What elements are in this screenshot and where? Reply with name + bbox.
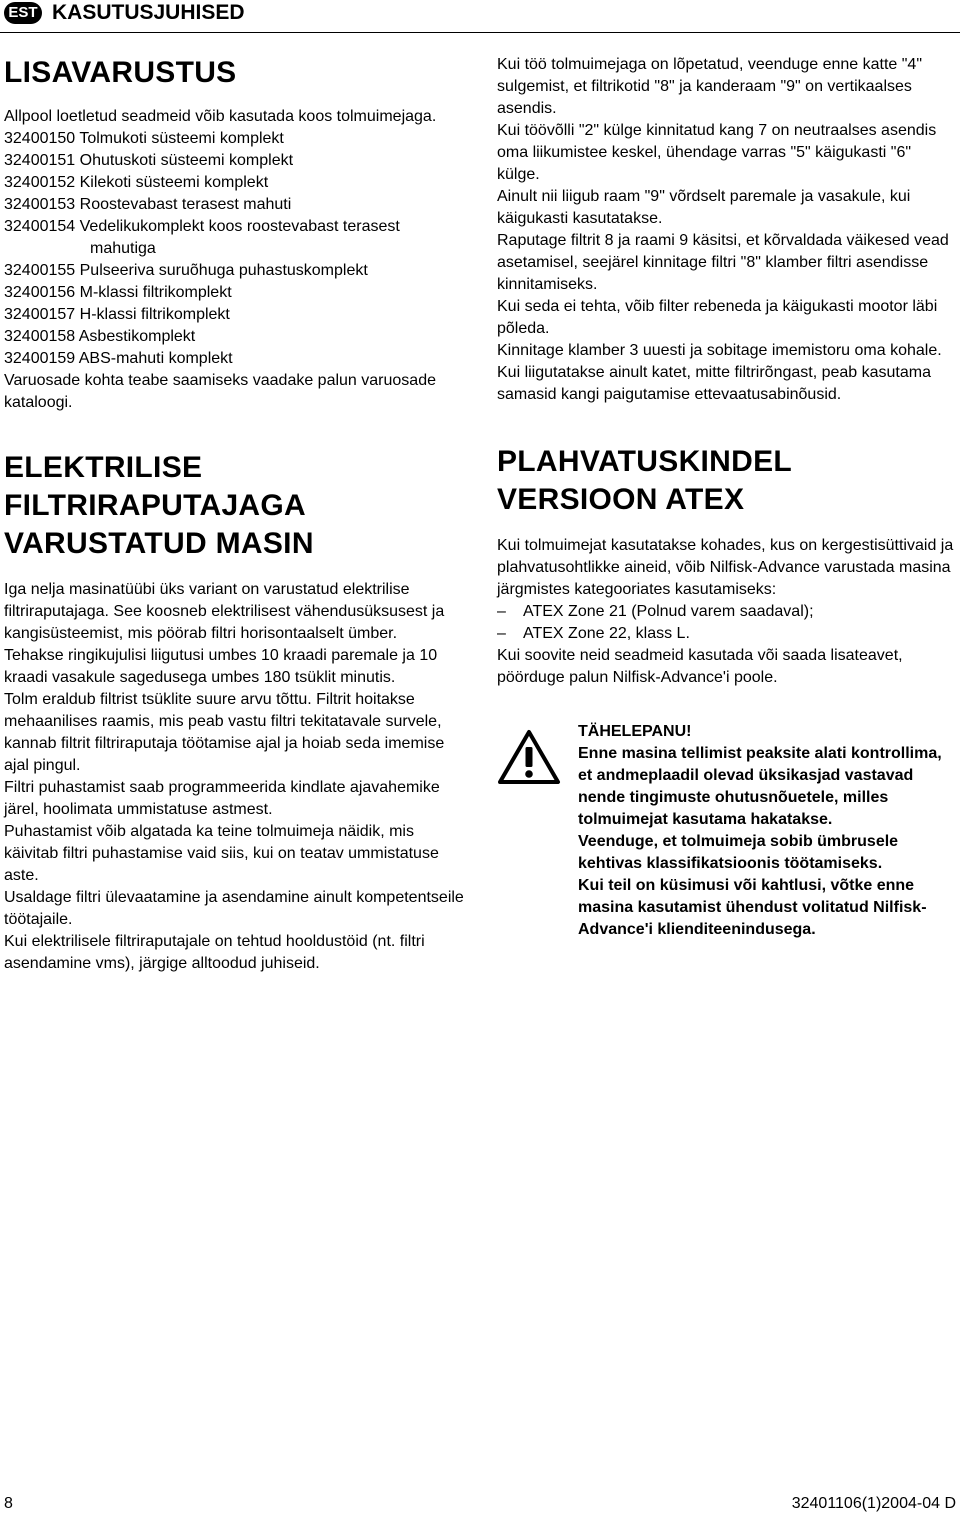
step-paragraph: Kui töö tolmuimejaga on lõpetatud, veenduge enne katte "4" sulgemist, et filtrikotid "8" ja kanderaam "9" on vertikaalses asendis. — [497, 56, 922, 117]
accessory-item: 32400156 M-klassi filtrikomplekt — [4, 284, 232, 301]
electric-paragraph: Filtri puhastamist saab programmeerida kindlate ajavahemike järel, hoolimata ummistatuse astmest. — [4, 779, 440, 818]
electric-title-line-2: FILTRIRAPUTAJAGA — [4, 489, 307, 522]
atex-intro: Kui tolmuimejat kasutatakse kohades, kus on kergestisüttivaid ja plahvatusohtlikke aineid, võib Nilfisk-Advance varustada masina järgmistes kategooriates kasutamiseks: — [497, 537, 954, 598]
page-header — [0, 0, 960, 34]
warning-triangle-icon — [497, 729, 561, 785]
header-title: KASUTUSJUHISED — [52, 1, 245, 24]
accessories-title: LISAVARUSTUS — [4, 56, 237, 89]
electric-title-line-3: VARUSTATUD MASIN — [4, 527, 314, 560]
spare-parts-note: Varuosade kohta teabe saamiseks vaadake palun varuosade kataloogi. — [4, 372, 436, 411]
left-column — [4, 54, 470, 975]
electric-paragraph: Iga nelja masinatüübi üks variant on varustatud elektrilise filtriraputajaga. See koosneb elektrilisest vähendusüksusest ja kangisüsteemist, mis pöörab filtri horisontaalselt ümber. — [4, 581, 445, 642]
warning-paragraph: Veenduge, et tolmuimeja sobib ümbrusele kehtivas klassifikatsioonis töötamiseks. — [578, 833, 899, 872]
step-paragraph: Raputage filtrit 8 ja raami 9 käsitsi, et kõrvaldada väikesed vead asetamisel, seejärel kinnitage filtri "8" klamber filtri asendisse kinnitamiseks. — [497, 232, 949, 293]
atex-outro: Kui soovite neid seadmeid kasutada või saada lisateavet, pöörduge palun Nilfisk-Advance'i poole. — [497, 647, 903, 686]
step-paragraph: Ainult nii liigub raam "9" võrdselt paremale ja vasakule, kui käigukasti kasutatakse. — [497, 188, 911, 227]
accessory-item: 32400154 Vedelikukomplekt koos roostevabast terasest mahutiga — [4, 218, 400, 257]
electric-paragraph: Tehakse ringikujulisi liigutusi umbes 10 kraadi paremale ja 10 kraadi vasakule sagedusega umbes 180 tsüklit minutis. — [4, 647, 438, 686]
electric-title-line-1: ELEKTRILISE — [4, 451, 203, 484]
accessory-item: 32400157 H-klassi filtrikomplekt — [4, 306, 230, 323]
accessory-item: 32400153 Roostevabast terasest mahuti — [4, 196, 292, 213]
step-paragraph: Kui seda ei tehta, võib filter rebeneda ja käigukasti mootor läbi põleda. — [497, 298, 938, 337]
accessory-item: 32400155 Pulseeriva suruõhuga puhastuskomplekt — [4, 262, 368, 279]
accessory-item: 32400152 Kilekoti süsteemi komplekt — [4, 174, 269, 191]
atex-list-item: – ATEX Zone 21 (Polnud varem saadaval); — [497, 603, 814, 620]
language-badge: EST — [4, 2, 42, 24]
electric-paragraph: Usaldage filtri ülevaatamine ja asendamine ainult kompetentseile töötajaile. — [4, 889, 464, 928]
electric-paragraph: Tolm eraldub filtrist tsüklite suure arvu tõttu. Filtrit hoitakse mehaanilises raamis, mis peab vastu filtri tekitatavale survele, kannab filtrit filtriraputaja töötamise ajal ja hoiab seda imemise ajal pingul. — [4, 691, 445, 774]
warning-text — [578, 721, 957, 941]
warning-paragraph: Enne masina tellimist peaksite alati kontrollima, et andmeplaadil olevad üksikasjad vastavad nende tingimuste ohutusnõuetele, milles tolmuimejat kasutama hakatakse. — [578, 745, 942, 828]
accessory-item: 32400150 Tolmukoti süsteemi komplekt — [4, 130, 284, 147]
warning-paragraph: Kui teil on küsimusi või kahtlusi, võtke enne masina kasutamist ühendust volitatud Nilfisk-Advance'i klienditeenindusega. — [578, 877, 927, 938]
step-paragraph: Kui liigutatakse ainult katet, mitte filtrirõngast, peab kasutama samasid kangi paigutamise ettevaatusabinõusid. — [497, 364, 931, 403]
warning-box — [497, 721, 957, 941]
atex-title-line-2: VERSIOON ATEX — [497, 483, 745, 516]
step-paragraph: Kui töövõlli "2" külge kinnitatud kang 7 on neutraalses asendis oma liikumistee keskel, ühendage varras "5" käigukasti "6" külge. — [497, 122, 937, 183]
page-number: 8 — [4, 1495, 13, 1512]
document-code: 32401106(1)2004-04 D — [791, 1495, 956, 1512]
accessory-item: 32400151 Ohutuskoti süsteemi komplekt — [4, 152, 294, 169]
header-rule — [0, 32, 960, 33]
warning-heading: TÄHELEPANU! — [578, 723, 692, 740]
right-column — [497, 54, 957, 941]
accessory-item: 32400159 ABS-mahuti komplekt — [4, 350, 233, 367]
step-paragraph: Kinnitage klamber 3 uuesti ja sobitage imemistoru oma kohale. — [497, 342, 942, 359]
atex-list-item: – ATEX Zone 22, klass L. — [497, 625, 690, 642]
electric-paragraph: Kui elektrilisele filtriraputajale on tehtud hooldustöid (nt. filtri asendamine vms), järgige alltoodud juhiseid. — [4, 933, 425, 972]
accessories-intro: Allpool loetletud seadmeid võib kasutada koos tolmuimejaga. — [4, 108, 437, 125]
atex-title-line-1: PLAHVATUSKINDEL — [497, 445, 793, 478]
electric-paragraph: Puhastamist võib algatada ka teine tolmuimeja näidik, mis käivitab filtri puhastamise vaid siis, kui on teatav ummistatuse aste. — [4, 823, 439, 884]
accessory-item: 32400158 Asbestikomplekt — [4, 328, 196, 345]
